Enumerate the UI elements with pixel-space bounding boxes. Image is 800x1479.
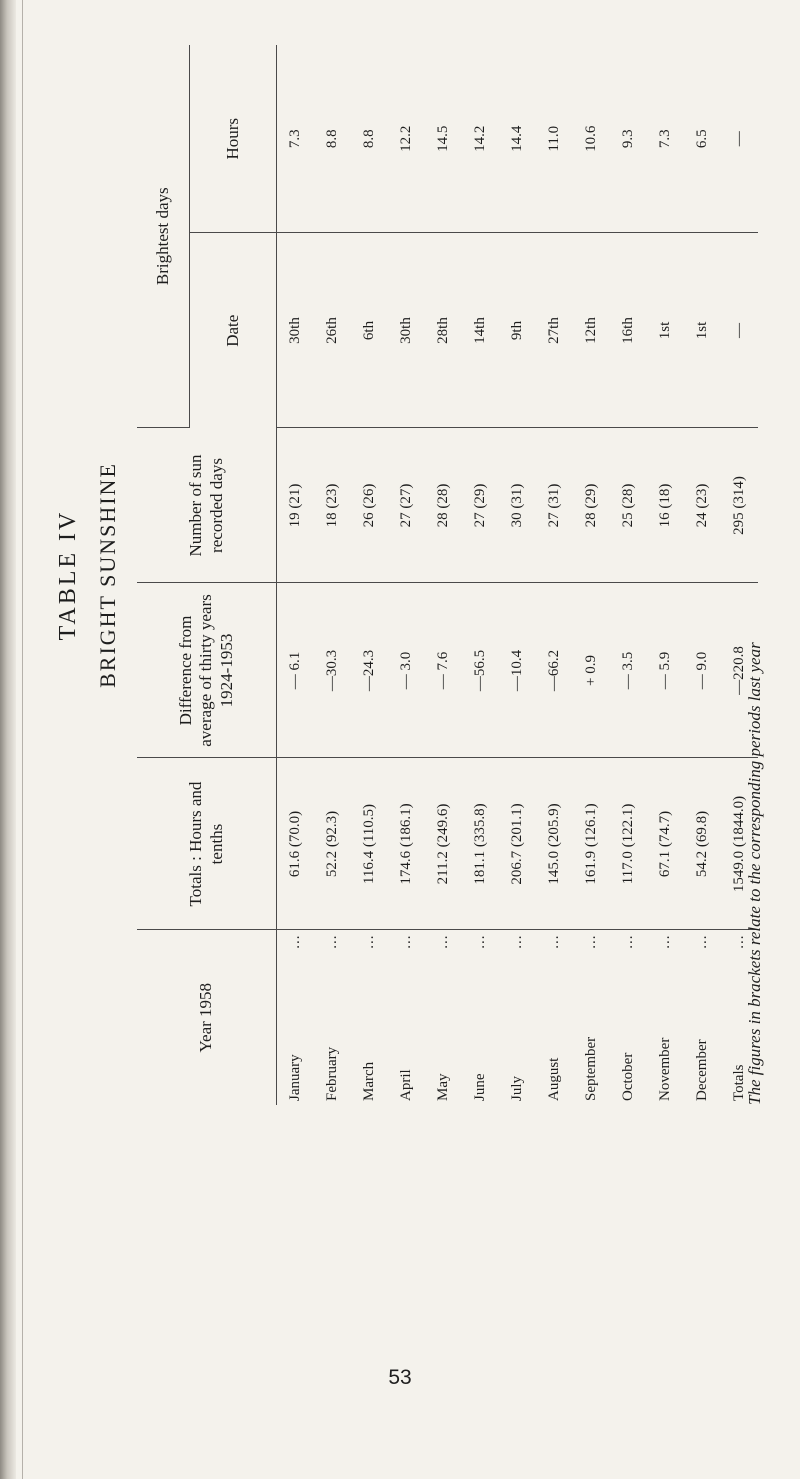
leader-dots: ... [694,934,710,949]
date-cell: 30th [277,233,315,428]
month-label: November [657,1037,673,1101]
difference-cell: + 0.9 [573,583,610,758]
date-cell: 1st [684,233,721,428]
table-footnote: The figures in brackets relate to the corresponding periods last year [745,642,764,1105]
table-row [351,45,388,1105]
sun-days-cell: 24 (23) [684,428,721,583]
month-label: June [472,1073,488,1101]
month-label: July [509,1075,525,1101]
sun-days-cell: 16 (18) [647,428,684,583]
sun-days-cell: 18 (23) [314,428,351,583]
difference-cell: —30.3 [314,583,351,758]
date-cell: 27th [536,233,573,428]
leader-dots: ... [509,934,525,949]
difference-cell: — 6.1 [277,583,315,758]
date-cell: 16th [610,233,647,428]
month-label: October [620,1052,636,1101]
totals-cell: 181.1 (335.8) [462,758,499,930]
table-row [388,45,425,1105]
hours-cell: 6.5 [684,45,721,233]
date-cell: 9th [499,233,536,428]
totals-cell: 206.7 (201.1) [499,758,536,930]
table-row [573,45,610,1105]
difference-cell: — 9.0 [684,583,721,758]
difference-cell: — 7.6 [425,583,462,758]
difference-cell: —10.4 [499,583,536,758]
month-label: December [694,1039,710,1101]
page-number: 53 [388,1366,412,1389]
hours-cell: 10.6 [573,45,610,233]
difference-cell: — 3.0 [388,583,425,758]
leader-dots: ... [361,934,377,949]
totals-cell: 145.0 (205.9) [536,758,573,930]
table-subtitle: BRIGHT SUNSHINE [95,462,120,688]
leader-dots: ... [324,934,340,949]
date-cell: 30th [388,233,425,428]
difference-cell: —220.8 [721,583,758,758]
hours-cell: 8.8 [351,45,388,233]
sun-days-cell: 26 (26) [351,428,388,583]
leader-dots: ... [546,934,562,949]
leader-dots: ... [583,934,599,949]
sun-days-cell: 19 (21) [277,428,315,583]
header-totals: Totals : Hours and tenths [137,758,277,930]
difference-cell: —24.3 [351,583,388,758]
leader-dots: ... [620,934,636,949]
month-label: March [361,1061,377,1101]
totals-cell: 161.9 (126.1) [573,758,610,930]
sun-days-cell: 28 (29) [573,428,610,583]
table-row [425,45,462,1105]
month-label: August [546,1057,562,1101]
difference-cell: —66.2 [536,583,573,758]
totals-cell: 54.2 (69.8) [684,758,721,930]
month-label: April [398,1069,414,1101]
rotated-table-block [45,45,780,1105]
sun-days-cell: 28 (28) [425,428,462,583]
date-cell: — [721,233,758,428]
totals-cell: 67.1 (74.7) [647,758,684,930]
binding-line [22,0,23,1479]
sun-days-cell: 27 (27) [388,428,425,583]
leader-dots: ... [287,934,303,949]
sun-days-cell: 27 (31) [536,428,573,583]
totals-cell: 211.2 (249.6) [425,758,462,930]
sun-days-cell: 25 (28) [610,428,647,583]
date-cell: 6th [351,233,388,428]
date-cell: 12th [573,233,610,428]
table-row [610,45,647,1105]
leader-dots: ... [472,934,488,949]
sun-days-cell: 30 (31) [499,428,536,583]
leader-dots: ... [435,934,451,949]
hours-cell: 8.8 [314,45,351,233]
date-cell: 28th [425,233,462,428]
hours-cell: 9.3 [610,45,647,233]
sun-days-cell: 27 (29) [462,428,499,583]
header-sun-days: Number of sun recorded days [137,428,277,583]
month-label: September [583,1036,599,1101]
header-brightest-days: Brightest days [137,45,190,428]
leader-dots: ... [398,934,414,949]
date-cell: 1st [647,233,684,428]
table-row [314,45,351,1105]
table-row [684,45,721,1105]
table-title: TABLE IV [55,509,81,641]
date-cell: 14th [462,233,499,428]
sunshine-table [137,45,758,1105]
totals-cell: 61.6 (70.0) [277,758,315,930]
difference-cell: — 3.5 [610,583,647,758]
hours-cell: 14.2 [462,45,499,233]
table-row [462,45,499,1105]
hours-cell: 14.4 [499,45,536,233]
totals-cell: 174.6 (186.1) [388,758,425,930]
table-row [536,45,573,1105]
header-year: Year 1958 [137,930,277,1105]
month-label: February [324,1046,340,1101]
totals-cell: 117.0 (122.1) [610,758,647,930]
header-date: Date [190,233,277,428]
header-hours: Hours [190,45,277,233]
month-label: May [435,1073,451,1101]
totals-cell: 52.2 (92.3) [314,758,351,930]
hours-cell: 7.3 [277,45,315,233]
date-cell: 26th [314,233,351,428]
table-row [499,45,536,1105]
totals-cell: 116.4 (110.5) [351,758,388,930]
month-label: Totals [731,1064,747,1101]
hours-cell: — [721,45,758,233]
hours-cell: 14.5 [425,45,462,233]
leader-dots: ... [657,934,673,949]
totals-cell: 1549.0 (1844.0) [721,758,758,930]
binding-shadow [0,0,16,1479]
hours-cell: 7.3 [647,45,684,233]
table-row [647,45,684,1105]
header-difference: Difference from average of thirty years 1924-1953 [137,583,277,758]
difference-cell: —56.5 [462,583,499,758]
leader-dots: ... [731,934,747,949]
month-label: January [287,1054,303,1101]
hours-cell: 12.2 [388,45,425,233]
hours-cell: 11.0 [536,45,573,233]
difference-cell: — 5.9 [647,583,684,758]
table-row [277,45,315,1105]
sun-days-cell: 295 (314) [721,428,758,583]
